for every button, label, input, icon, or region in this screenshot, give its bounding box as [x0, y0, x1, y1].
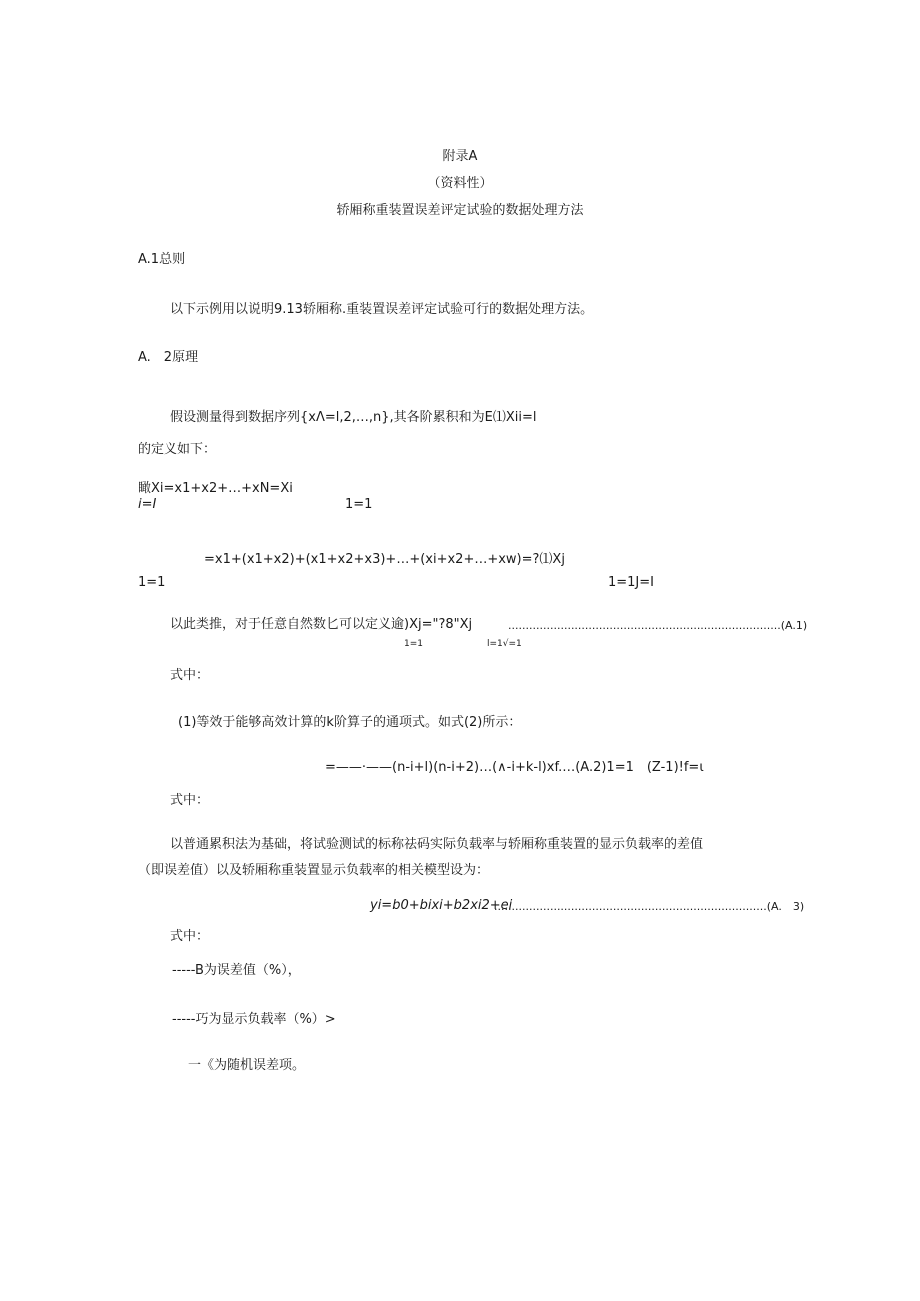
formula-2-lower-right: 1=1J=I [608, 575, 654, 590]
section-a2-heading: A. 2原理 [138, 350, 199, 365]
definition-random-error: 一《为随机误差项。 [188, 1058, 306, 1073]
where-label-2: 式中： [170, 793, 210, 808]
appendix-label: 附录A [442, 149, 478, 164]
k-operator-sentence: (1)等效于能够高效计算的k阶算子的通项式。如式(2)所示： [178, 715, 522, 730]
definition-display-load-rate: -----巧为显示负载率（%）> [172, 1012, 336, 1027]
section-a1-body: 以下示例用以说明9.13轿厢称.重装置误差评定试验可行的数据处理方法。 [170, 302, 594, 317]
section-a2-body: 假设测量得到数据序列{xΛ=l,2,…,n},其各阶累积和为E⑴Xii=l [170, 410, 537, 425]
formula-2-main: =x1+(x1+x2)+(x1+x2+x3)+…+(xi+x2+…+xw)=?⑴Xj [204, 552, 565, 567]
section-a1-heading: A.1总则 [138, 252, 186, 267]
formula-1-lower-left: i=I [138, 497, 157, 512]
formula-a1-leader: ..............................................................................(A.1) [508, 619, 808, 632]
formula-1-main: 瞰Xi=x1+x2+…+xN=Xi [138, 481, 293, 496]
formula-a3-leader: ..............................................................................(A. 3) [494, 900, 805, 913]
where-label-1: 式中： [170, 668, 210, 683]
model-paragraph-line-1: 以普通累积法为基础，将试验测试的标称祛码实际负载率与轿厢称重装置的显示负载率的差值 [170, 837, 704, 852]
formula-a1-sub-2: l=1√=1 [487, 639, 522, 649]
appendix-title: 轿厢称重装置误差评定试验的数据处理方法 [336, 203, 584, 218]
formula-a3: yi=b0+bixi+b2xi2+ei [370, 898, 513, 913]
model-paragraph-line-2: （即误差值）以及轿厢称重装置显示负载率的相关模型设为： [138, 863, 490, 878]
formula-a1-text: 以此类推，对于任意自然数匕可以定义逾)Xj="?8"Xj [170, 617, 473, 632]
where-label-3: 式中： [170, 929, 210, 944]
formula-1-lower-mid: 1=1 [345, 497, 373, 512]
appendix-nature: （资料性） [427, 176, 493, 191]
definition-intro: 的定义如下： [138, 442, 217, 457]
definition-error-value: -----B为误差值（%）， [172, 963, 301, 978]
formula-2-lower-left: 1=1 [138, 575, 166, 590]
formula-a2: =——·——(n-i+l)(n-i+2)…(∧-i+k-l)xf.…(A.2)1=1 (Z-1)!f=ι [325, 760, 704, 775]
formula-a1-sub-1: 1=1 [404, 639, 423, 649]
